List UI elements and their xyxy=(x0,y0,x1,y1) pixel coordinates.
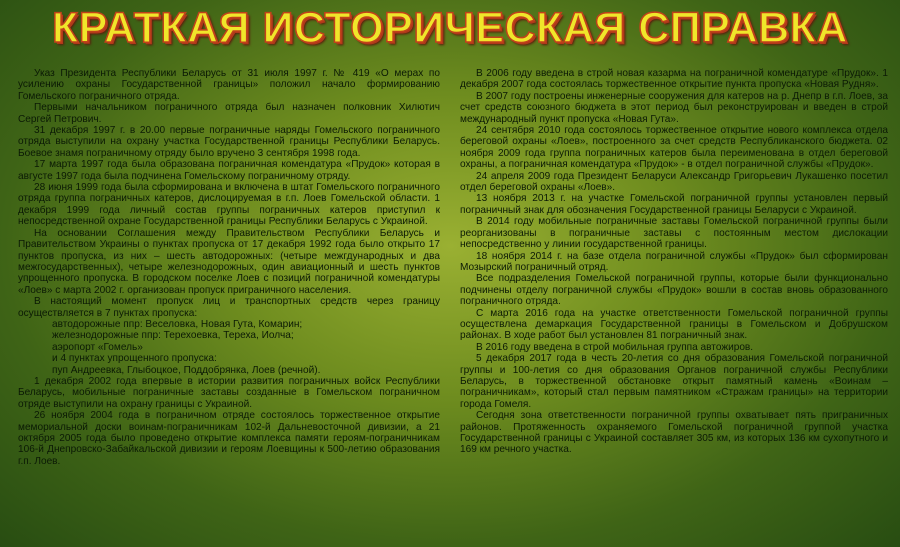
paragraph: На основании Соглашения между Правительством Республики Беларусь и Правительством Украины о пунктах пропуска от 17 декабря 1992 года было открыто 17 пунктов пропуска, из них – шесть автодорожных: (четыре межгдународных и два межгосударственных), четыре железнодорожных, один авиационный и шесть пунктов упрощенного пропуска. В городском поселке Лоев с позиций пограничной комендатуры «Лоев» с марта 2002 г. организован пропуск приграничного населения. xyxy=(18,227,440,296)
paragraph: 17 марта 1997 года была образована пограничная комендатура «Прудок» которая в августе 1997 года была подчинена Гомельскому пограничному отряду. xyxy=(18,159,440,182)
paragraph: 28 июня 1999 года была сформирована и включена в штат Гомельского пограничного отряда группа пограничных катеров, дислоцируемая в г.п. Лоев Гомельской области. 1 декабря 1999 года личный состав группы пограничных катеров приступил к непосредственной охране Государственной границы Республики Беларусь с Украиной. xyxy=(18,182,440,228)
paragraph: В 2016 году введена в строй мобильная группа автожиров. xyxy=(476,341,754,353)
paragraph: 1 декабря 2002 года впервые в истории развития пограничных войск Республики Беларусь, мобильные пограничные заставы созданные в Гомельском пограничном отряде выступили на охрану границы с Украиной. xyxy=(18,375,440,410)
paragraph: Первыми начальником пограничного отряда был назначен полковник Хилютич Сергей Петрович. xyxy=(18,102,440,125)
paragraph: 5 декабря 2017 года в честь 20-летия со дня образования Гомельской пограничной группы и 100-летия со дня образования Органов пограничной службы Республики Беларусь, в торжественной обстановке открыт памятный камень «Воинам – пограничникам», который стал первым памятником «Стражам границы» на территории города Гомеля. xyxy=(460,353,888,410)
paragraph: Все подразделения Гомельской пограничной группы, которые были функционально подчинены отделу пограничной службы «Прудок» вошли в состав вновь образованного пограничного отряда. xyxy=(460,273,888,308)
left-text-column xyxy=(18,68,440,539)
paragraph: В 2007 году построены инженерные сооружения для катеров на р. Днепр в г.п. Лоев, за счет средств союзного бюджета в этот период был реконструирован и введен в строй международный пункт пропуска «Новая Гута». xyxy=(460,90,888,125)
checkpoint-list-item: и 4 пунктах упрощенного пропуска: xyxy=(52,353,217,365)
paragraph: В настоящий момент пропуск лиц и транспортных средств через границу осуществляется в 7 пунктах пропуска: xyxy=(18,296,440,319)
checkpoint-list-item: аэропорт «Гомель» xyxy=(52,341,143,353)
paragraph: В 2006 году введена в строй новая казарма на пограничной комендатуре «Прудок». 1 декабря 2007 года состоялась торжественное открытие пункта пропуска «Новая Рудня». xyxy=(460,68,888,91)
paragraph: 31 декабря 1997 г. в 20.00 первые пограничные наряды Гомельского пограничного отряда выступили на охрану участка Государственной границы Республики Беларусь. Боевое знамя пограничному отряду было вручено 3 сентября 1998 года. xyxy=(18,125,440,159)
paragraph: 13 ноября 2013 г. на участке Гомельской пограничной группы установлен первый пограничный знак для обозначения Государственной границы Беларуси с Украиной. xyxy=(460,193,888,216)
paragraph: 24 апреля 2009 года Президент Беларуси Александр Григорьевич Лукашенко посетил отдел береговой охраны «Лоев». xyxy=(460,170,888,194)
paragraph: 26 ноября 2004 года в пограничном отряде состоялось торжественное открытие мемориальной доски воинам-пограничникам 102-й Дальневосточной дивизии, а 21 октября 2005 года было проведено открытие комплекса памяти героям-пограничникам 106-й Днепровско-Забайкальской дивизии и героям Лоевщины к 500-летию образования г.п. Лоев. xyxy=(18,410,440,467)
page-title: КРАТКАЯ ИСТОРИЧЕСКАЯ СПРАВКА xyxy=(52,4,848,52)
paragraph: 24 сентября 2010 года состоялось торжественное открытие нового комплекса отдела береговой охраны «Лоев», построенного за счет средств Республиканского бюджета. 02 ноября 2009 года группа пограничных катеров была переименована в отдел береговой охраны, а пограничная комендатура «Прудок» - в отдел пограничной службы «Прудок». xyxy=(460,125,888,171)
paragraph: Указ Президента Республики Беларусь от 31 июля 1997 г. № 419 «О мерах по усилению охраны Государственной границы» положил начало формированию Гомельского пограничного отряда. xyxy=(18,68,440,102)
paragraph: В 2014 году мобильные пограничные заставы Гомельской пограничной группы были реорганизованы в пограничные заставы с постоянным местом дислокации непосредственно у линии государственной границы. xyxy=(460,216,888,251)
paragraph: Сегодня зона ответственности пограничной группы охватывает пять приграничных районов. Протяженность охраняемого Гомельской пограничной группой участка Государственной границы с Украиной составляет 305 км, из которых 136 км сухопутного и 169 км речного участка. xyxy=(460,410,888,456)
checkpoint-list-item: автодорожные ппр: Веселовка, Новая Гута, Комарин; xyxy=(52,318,303,330)
checkpoint-list-item: пуп Андреевка, Глыбоцкое, Поддобрянка, Лоев (речной). xyxy=(52,364,321,376)
paragraph: 18 ноября 2014 г. на базе отдела пограничной службы «Прудок» был сформирован Мозырский пограничный отряд. xyxy=(460,250,888,273)
checkpoint-list-item: железнодорожные ппр: Терехоевка, Тереха, Иолча; xyxy=(52,330,294,342)
right-text-column xyxy=(460,68,888,539)
paragraph: С марта 2016 года на участке ответственности Гомельской пограничной группы осуществлена демаркация Государственной границы в Гомельском и Добрушском районах. В ходе работ был установлен 81 пограничный знак. xyxy=(460,307,888,342)
